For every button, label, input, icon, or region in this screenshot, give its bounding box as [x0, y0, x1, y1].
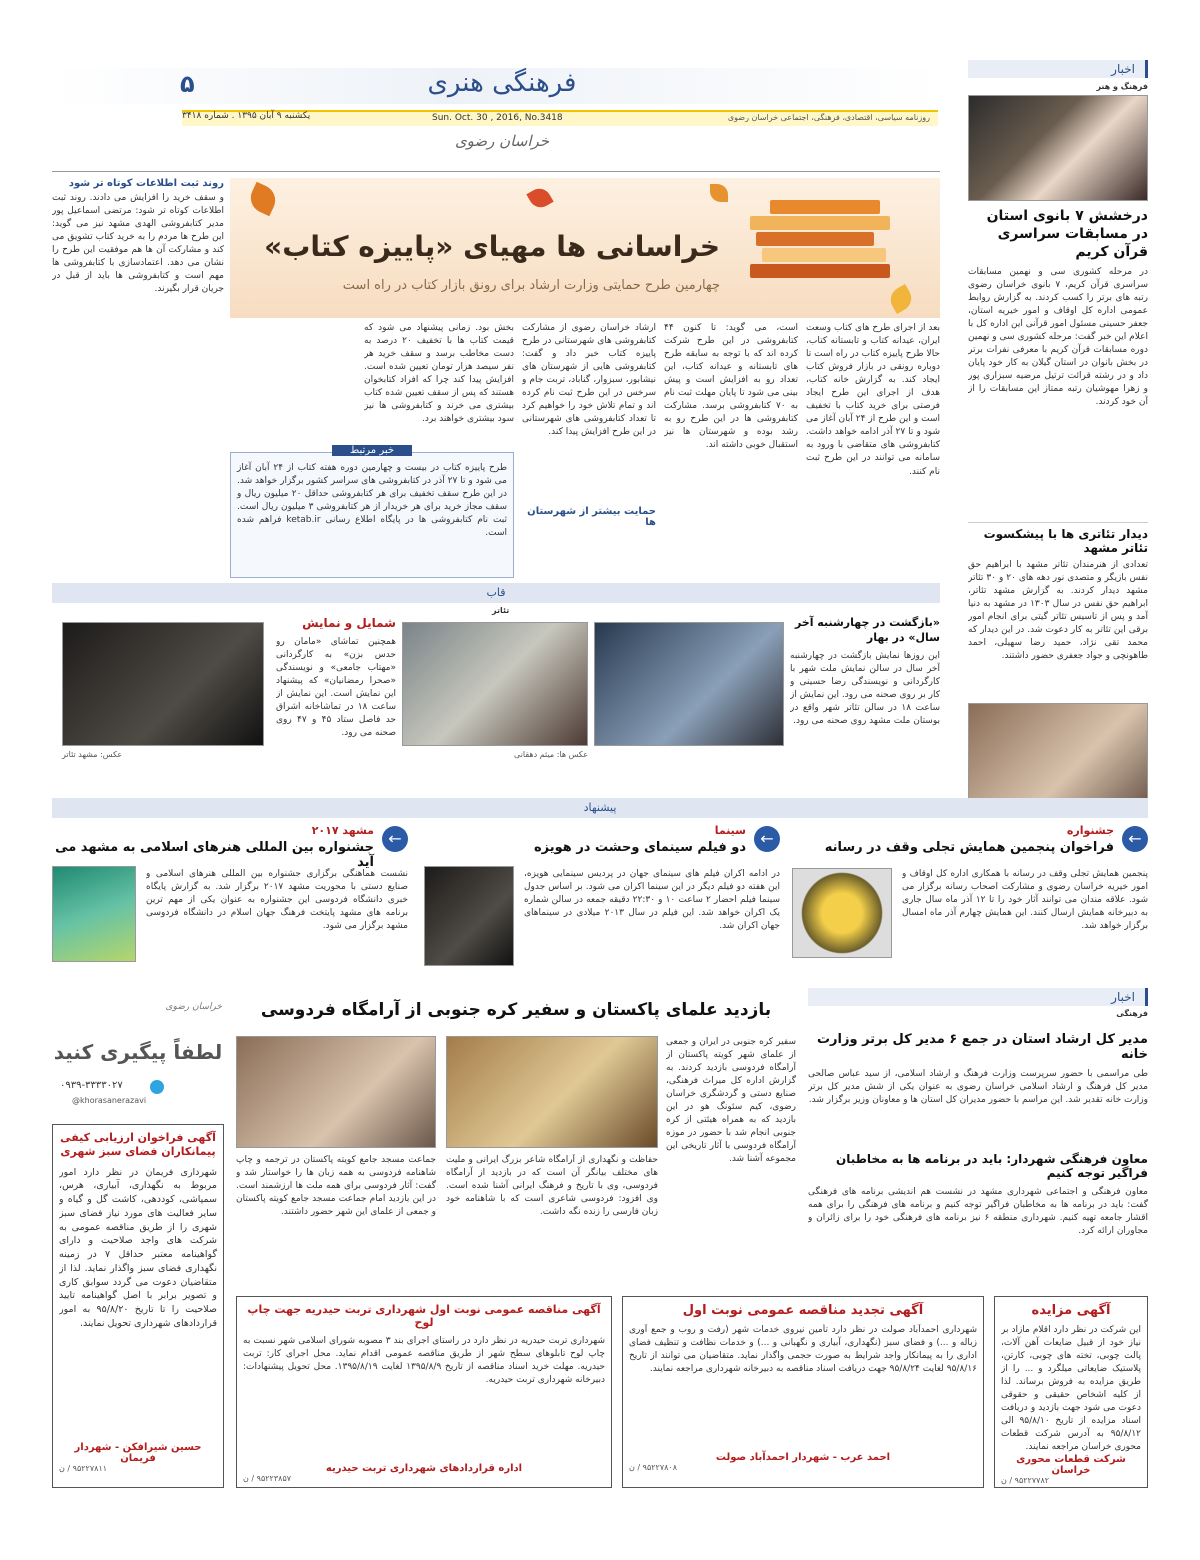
sidebar-akhbar-label: اخبار	[968, 60, 1148, 78]
suggestion-poster	[52, 866, 136, 962]
english-date: Sun. Oct. 30 , 2016, No.3418	[432, 113, 563, 123]
lead-col2: است، می گوید: تا کنون ۴۴ کتابفروشی در این طرح شرکت کرده اند که با توجه به سابقه طرح های تابستانه و عیدانه کتاب، این تعداد رو به افزایش است و پیش بینی می شود تا پایان مهلت ثبت نام به ۷۰ کتابفروشی برسد. مشارکت کتابفروشی ها در این طرح رو به رشد بوده و شهرستان ها نیز استقبال خوبی داشته اند.	[664, 323, 798, 451]
arrow-left-icon: ←	[754, 826, 780, 852]
followup-phone: ۰۹۳۹-۳۳۳۳۰۲۷	[60, 1080, 123, 1091]
ad-text: شهرداری احمدآباد صولت در نظر دارد تأمین نیروی خدمات شهر (رفت و روب و جمع آوری زباله و ...) و فضای سبز (نگهداری، آبیاری و نگهبانی و ...) و خدمات نظافت و تنظیف فضای اداری را به پیمانکار واجد شرایط به صورت حجمی واگذار نماید. متقاضیان می توانند از تاریخ ۹۵/۸/۱۶ لغایت ۹۵/۸/۲۴ جهت دریافت اسناد مناقصه به دبیرخانه شهرداری مراجعه نمایند.	[629, 1325, 977, 1375]
theater-photo-2	[402, 622, 588, 746]
ad-box	[622, 1296, 984, 1488]
ad-title: آگهی تجدید مناقصه عمومی نوبت اول	[682, 1303, 924, 1318]
theater-meeting-photo	[968, 703, 1148, 809]
suggestion-title: فراخوان پنجمین همایش تجلی وقف در رسانه	[824, 840, 1114, 855]
visit-body	[236, 1036, 796, 1266]
book-stack-icon	[750, 200, 890, 292]
suggestion-item[interactable]	[792, 822, 1148, 968]
qab-theater-label: تئاتر	[492, 606, 510, 615]
visit-photo-2	[236, 1036, 436, 1148]
followup-handle: @khorasanerazavi	[72, 1096, 147, 1105]
ad-code: ۹۵۲۲۳۸۵۷ / ن	[243, 1474, 292, 1483]
telegram-icon	[150, 1080, 164, 1094]
ad-title: آگهی مناقصه عمومی نوبت اول شهرداری تربت حیدریه جهت چاپ لوح	[247, 1303, 601, 1329]
sidebar-story2-text: تعدادی از هنرمندان تئاتر مشهد با ابراهیم حق نفس بازیگر و متصدی نور دهه های ۲۰ و ۳۰ تئاتر مشهد دیدار کردند. به گزارش مشهد تئاتر، ابراهیم حق نفس در سال ۱۳۰۳ در مشهد به دنیا آمد و پس از تاسیس تئاتر گیتی برای انجام امور برقی این تئاتر به کار دعوت شد. در این دیدار که محمد تقی نژاد، حمید رضا سهیلی، احمد طاهونچی و جواد جعفری حضور داشتند.	[968, 559, 1148, 661]
lead-subhead-a: حمایت بیشتر از شهرستان ها	[527, 506, 656, 528]
ad-title: آگهی مزایده	[1031, 1303, 1111, 1318]
ad-box	[994, 1296, 1148, 1488]
suggestions-section	[52, 822, 1148, 972]
lead-banner	[230, 178, 940, 318]
masthead	[52, 60, 940, 172]
bottom-news	[808, 988, 1148, 1288]
ad-signer: شرکت قطعات محوری خراسان	[1016, 1454, 1126, 1476]
sidebar-akhbar-sub: فرهنگ و هنر	[1096, 82, 1148, 91]
leaf-icon	[886, 284, 916, 314]
qab-col-title: «بازگشت در چهارشنبه آخر سال» در بهار	[794, 616, 940, 644]
theater-photo-3	[62, 622, 264, 746]
section-title: فرهنگی هنری	[427, 68, 577, 98]
suggestion-text: نشست هماهنگی برگزاری جشنواره بین المللی هنرهای اسلامی و صنایع دستی با محوریت مشهد ۲۰۱۷ برگزار شد. به گزارش پایگاه خبری دانشگاه فردوسی این جشنواره به عنوان یکی از مهم ترین برنامه های مشهد پایتخت فرهنگ جهان اسلام در دانشگاه فردوسی مشهد برگزار می شود.	[146, 869, 408, 932]
suggestions-bar: پیشنهاد	[52, 798, 1148, 818]
related-label: خبر مرتبط	[332, 445, 412, 456]
suggestion-item[interactable]	[424, 822, 780, 968]
bottom-story2-text: معاون فرهنگی و اجتماعی شهرداری مشهد در نشست هم اندیشی برنامه های فرهنگی گفت: باید در برنامه ها به مخاطبان فراگیر توجه کنیم و برنامه های فرهنگی را برای همه اقشار جامعه تهیه کنیم. شهرداری منطقه ۶ نیز برنامه های فرهنگی خود را برای زائران و مجاوران ارائه کرد.	[808, 1187, 1148, 1237]
ad-code: ۹۵۲۲۷۸۰۸ / ن	[629, 1463, 678, 1472]
tagline: روزنامه سیاسی، اقتصادی، فرهنگی، اجتماعی خراسان رضوی	[727, 113, 930, 122]
followup-text: لطفاً پیگیری کنید	[53, 1040, 223, 1064]
ad-box	[52, 1124, 224, 1488]
visit-headline: بازدید علمای پاکستان و سفیر کره جنوبی از آرامگاه فردوسی	[260, 1000, 772, 1020]
leaf-icon	[526, 184, 553, 211]
qab-bar: قاب	[52, 583, 940, 603]
bottom-akhbar-sub: فرهنگی	[1116, 1009, 1148, 1018]
suggestion-text: در ادامه اکران فیلم های سینمای جهان در پردیس سینمایی هویزه، این هفته دو فیلم دیگر در این سینما اکران می شود. بر اساس جدول سینما فیلم احضار ۲ ساعت ۱۰ و ۲۲:۳۰ دقیقه جمعه در سالن شماره یک اکران خواهد شد. این فیلم در سال ۲۰۱۳ میلادی در سینماهای جهان اکران شد.	[524, 869, 780, 932]
sidebar	[968, 60, 1148, 776]
visit-text3: جماعت مسجد جامع کویته پاکستان در ترجمه و چاپ شاهنامه فردوسی به همه زبان ها را خواستار شد و گفت: آثار فردوسی برای همه ملت ها ارزشمند است. در این بازدید امام جماعت مسجد جامع کویته پاکستان و جمعی از علمای این شهر حضور داشتند.	[236, 1155, 436, 1218]
theater-photo-1	[594, 622, 784, 746]
visit-text2: حفاظت و نگهداری از آرامگاه شاعر بزرگ ایرانی و ملیت های مختلف بیانگر آن است که در بازدید از آرامگاه فردوسی، وی با تاریخ و فرهنگ ایرانی آشنا شده است. وی افزود: فردوسی شاعری است که با شاهنامه خود زبان فارسی را زنده نگه داشت.	[446, 1155, 658, 1218]
qab-side-title: شمایل و نمایش	[302, 616, 396, 630]
bottom-story2-title: معاون فرهنگی شهردار: باید در برنامه ها به مخاطبان فراگیر توجه کنیم	[835, 1152, 1148, 1180]
suggestion-title: دو فیلم سینمای وحشت در هویزه	[533, 840, 746, 855]
ad-code: ۹۵۲۲۷۸۱۱ / ن	[59, 1463, 108, 1473]
suggestion-category: مشهد ۲۰۱۷	[311, 824, 374, 837]
lead-subheadline: چهارمین طرح حمایتی وزارت ارشاد برای رونق بازار کتاب در راه است	[342, 278, 720, 293]
date-line: یکشنبه ۹ آبان ۱۳۹۵ . شماره ۳۴۱۸	[182, 111, 311, 121]
leaf-icon	[246, 182, 281, 217]
suggestion-item[interactable]	[52, 822, 408, 968]
lead-headline: خراسانی ها مهیای «پاییزه کتاب»	[264, 230, 720, 263]
lead-body	[230, 322, 940, 578]
ad-text: شهرداری تربت حیدریه در نظر دارد در راستای اجرای بند ۳ مصوبه شورای اسلامی شهر نسبت به چاپ لوح تابلوهای سطح شهر از طریق مناقصه عمومی اقدام نماید. محل اجرای کار: تربت حیدریه. مهلت خرید اسناد مناقصه از تاریخ ۱۳۹۵/۸/۹ لغایت ۱۳۹۵/۸/۱۹. محل تحویل پیشنهادات: دبیرخانه شهرداری تربت حیدریه.	[243, 1336, 605, 1386]
lead-col5: و سقف خرید را افزایش می دادند. روند ثبت اطلاعات کوتاه تر شود: مرتضی اسماعیل پور مدیر کتابفروشی الهدی مشهد نیز می گوید: این طرح ها مردم را به خرید کتاب تشویق می کند و مشارکت آن ها هم موفقیت این طرح را نشان می دهد. اعتمادسازی با کتابفروشی ها مهم است و کتابفروشی ها باید از قبل در جریان قرار بگیرند.	[52, 193, 224, 295]
suggestion-text: پنجمین همایش تجلی وقف در رسانه با همکاری اداره کل اوقاف و امور خیریه خراسان رضوی و مشارکت اصحاب رسانه برگزار می شود. علاقه مندان می توانند آثار خود را تا ۱۲ آذر ماه سال جاری به دبیرخانه همایش ارسال کنند. این همایش چهارم آذر ماه امسال برگزار خواهد شد.	[902, 869, 1148, 932]
ad-signer: حسین شیرافکن - شهردار فریمان	[74, 1441, 202, 1464]
quran-winners-photo	[968, 95, 1148, 201]
related-text: طرح پاییزه کتاب در بیست و چهارمین دوره هفته کتاب از ۲۴ آبان آغاز می شود و تا ۲۷ آذر در کتابفروشی های سراسر کشور برگزار خواهد شد. در این طرح سقف تخفیف برای هر کتابفروشی حداقل ۲۰ میلیون ریال و سقف مجاز خرید برای هر خریدار از هر کتابفروشی ۳ میلیون ریال است. ثبت نام کتابفروشی ها در پایگاه اطلاع رسانی ketab.ir فراهم شده است.	[237, 463, 507, 539]
logo-text: خراسان رضوی	[454, 132, 550, 150]
bottom-story1-title: مدیر کل ارشاد استان در جمع ۶ مدیر کل برتر وزارت خانه	[816, 1032, 1148, 1062]
logo	[442, 132, 562, 156]
qab-side-text: همچنین تماشای «مامان رو حدس بزن» به کارگردانی «مهتاب جامعی» و نویسندگی «صحرا رمضانیان» که پیشنهاد این نمایش است. این نمایش از ساعت ۱۸ در تماشاخانه اشراق حد فاصل ستاد ۴۵ و ۴۷ روی صحنه می رود.	[276, 637, 396, 739]
lead-col4: بخش بود. زمانی پیشنهاد می شود که قیمت کتاب ها با تخفیف ۲۰ درصد به دست مخاطب برسد و سقف خرید هر نفر سیصد هزار تومان تعیین شده است. افزایش پیدا کند چرا که افراد کتابخوان هستند که پس از سقف تعیین شده کتاب بیشتری می خرند و کتابفروشی ها نیز سود بیشتری خواهند برد.	[364, 323, 514, 425]
ad-text: این شرکت در نظر دارد اقلام مازاد بر نیاز خود از قبیل ضایعات آهن آلات، پالت چوبی، تخته های چوبی، کارتن، پلاستیک ضایعاتی میلگرد و ... را از طریق مزایده به فروش برساند. لذا از کلیه اشخاص حقیقی و حقوقی دعوت می شود جهت بازدید و دریافت اسناد مزایده از تاریخ ۹۵/۸/۱۰ الی ۹۵/۸/۱۲ به آدرس شرکت قطعات محوری خراسان مراجعه نمایند.	[1001, 1325, 1141, 1453]
arrow-left-icon: ←	[1122, 826, 1148, 852]
leaf-icon	[710, 184, 728, 202]
suggestion-poster	[424, 866, 514, 966]
ad-signer: اداره قراردادهای شهرداری تربت حیدریه	[325, 1463, 523, 1474]
suggestion-title: جشنواره بین المللی هنرهای اسلامی به مشهد می آید	[55, 840, 374, 870]
bottom-akhbar-label: اخبار	[808, 988, 1148, 1006]
sidebar-story2-title: دیدار تئاتری ها با پیشکسوت تئاتر مشهد	[968, 522, 1148, 555]
qab-caption-left: عکس: مشهد تئاتر	[62, 750, 123, 759]
sidebar-story1-title: درخشش ۷ بانوی استان در مسابقات سراسری قرآن کریم	[986, 208, 1148, 261]
lead-col3: ارشاد خراسان رضوی از مشارکت کتابفروشی های شهرستانی در طرح پاییزه کتاب خبر داد و گفت: کتابفروشی هایی از شهرستان های نیشابور، سبزوار، گناباد، تربت جام و سرخس در این طرح ثبت نام کرده اند و تمام تلاش خود را خواهیم کرد تا تعداد کتابفروشی های شهرستانی در این طرح افزایش پیدا کند.	[522, 323, 656, 438]
related-news	[230, 445, 514, 578]
followup-box	[52, 1000, 224, 1118]
visit-photo-1	[446, 1036, 658, 1148]
visit-text1: سفیر کره جنوبی در ایران و جمعی از علمای شهر کویته پاکستان از آرامگاه فردوسی بازدید کردند. به گزارش اداره کل میراث فرهنگی، صنایع دستی و گردشگری خراسان رضوی، کیم سئونگ هو در این بازدید که به همراه هیئتی از کره جنوبی انجام شد با حضور در موزه آرامگاه فردوسی با آثار تاریخی این مجموعه آشنا شد.	[666, 1037, 796, 1165]
ad-signer: احمد عرب - شهردار احمدآباد صولت	[715, 1452, 891, 1463]
bottom-story1-text: طی مراسمی با حضور سرپرست وزارت فرهنگ و ارشاد اسلامی، از سید عباس صالحی مدیر کل فرهنگ و ارشاد اسلامی خراسان رضوی به عنوان یکی از شش مدیر کل برتر وزارت خانه تقدیر شد. این مراسم با حضور مدیران کل استان ها و معاونان وزیر برگزار شد.	[808, 1069, 1148, 1106]
followup-logo	[152, 1002, 222, 1018]
masthead-title-band	[52, 68, 940, 104]
lead-col1: بعد از اجرای طرح های کتاب وسعت ایران، عیدانه کتاب و تابستانه کتاب، حالا طرح پاییزه کتاب در راه است تا دوباره رونقی در بازار فروش کتاب ایجاد کند. به گزارش خانه کتاب، هدف از اجرای این طرح ایجاد فرصتی برای خرید کتاب با تخفیف است و این طرح از ۲۴ آبان آغاز می شود و تا ۲۷ آذر ادامه خواهد داشت. کتابفروشی های متقاضی با ورود به سامانه می توانند در این طرح ثبت نام کنند.	[806, 323, 940, 477]
ad-code: ۹۵۲۲۷۷۸۲ / ن	[1001, 1476, 1050, 1485]
ad-text: شهرداری فریمان در نظر دارد امور مربوط به نگهداری، آبیاری، هرس، سمپاشی، کوددهی، کاشت گل و گیاه و سایر فعالیت های مورد نیاز فضای سبز شهری را از طریق مناقصه عمومی به شرکت های واجد صلاحیت و دارای گواهینامه معتبر حداقل ۷ در زمینه نگهداری فضای سبز واگذار نماید. لذا از متقاضیان دعوت می گردد سوابق کاری و تصویر برابر با اصل گواهینامه تایید صلاحیت را تا تاریخ ۹۵/۸/۲۰ به امور قراردادهای شهرداری تحویل نمایند.	[59, 1166, 217, 1330]
suggestion-poster	[792, 868, 892, 958]
ad-title: آگهی فراخوان ارزیابی کیفی پیمانکاران فضای سبز شهری	[60, 1131, 216, 1159]
arrow-left-icon: ←	[382, 826, 408, 852]
qab-col-text: این روزها نمایش بازگشت در چهارشنبه آخر سال در سالن نمایش ملت شهر با کارگردانی و نویسندگی رضا حسینی و کار بر روی صحنه می رود. این نمایش از ساعت ۱۸ در سالن تئاتر شهر واقع در بوستان ملت مشهد روی صحنه می رود.	[790, 651, 940, 727]
suggestion-category: سینما	[714, 824, 746, 837]
lead-subhead-b: روند ثبت اطلاعات کوتاه تر شود	[68, 178, 224, 189]
lead-col5-wrap	[52, 178, 224, 458]
page-number: ۵	[180, 70, 195, 98]
suggestion-category: جشنواره	[1066, 824, 1114, 837]
ad-box	[236, 1296, 612, 1488]
qab-section	[52, 606, 940, 766]
followup-logo-text: خراسان رضوی	[165, 1002, 222, 1012]
qab-caption-mid: عکس ها: میثم دهقانی	[514, 750, 588, 759]
sidebar-story1-text: در مرحله کشوری سی و نهمین مسابقات سراسری قرآن کریم، ۷ بانوی خراسان رضوی رتبه های برتر را کسب کردند. به گزارش روابط عمومی اداره کل اوقاف و امور خیریه استان، جعفر حسینی مسئول امور قرآنی این اداره کل با اعلام این خبر گفت: مرحله کشوری سی و نهمین دوره مسابقات قرآن کریم با معرفی نفرات برتر در بخش بانوان در استان گیلان به کار خود پایان داد و در رشته قرائت ترتیل مرضیه سبزاری پور و زهرا مهوشیان رتبه ممتاز این مسابقات را از آن خود کردند.	[968, 266, 1148, 408]
